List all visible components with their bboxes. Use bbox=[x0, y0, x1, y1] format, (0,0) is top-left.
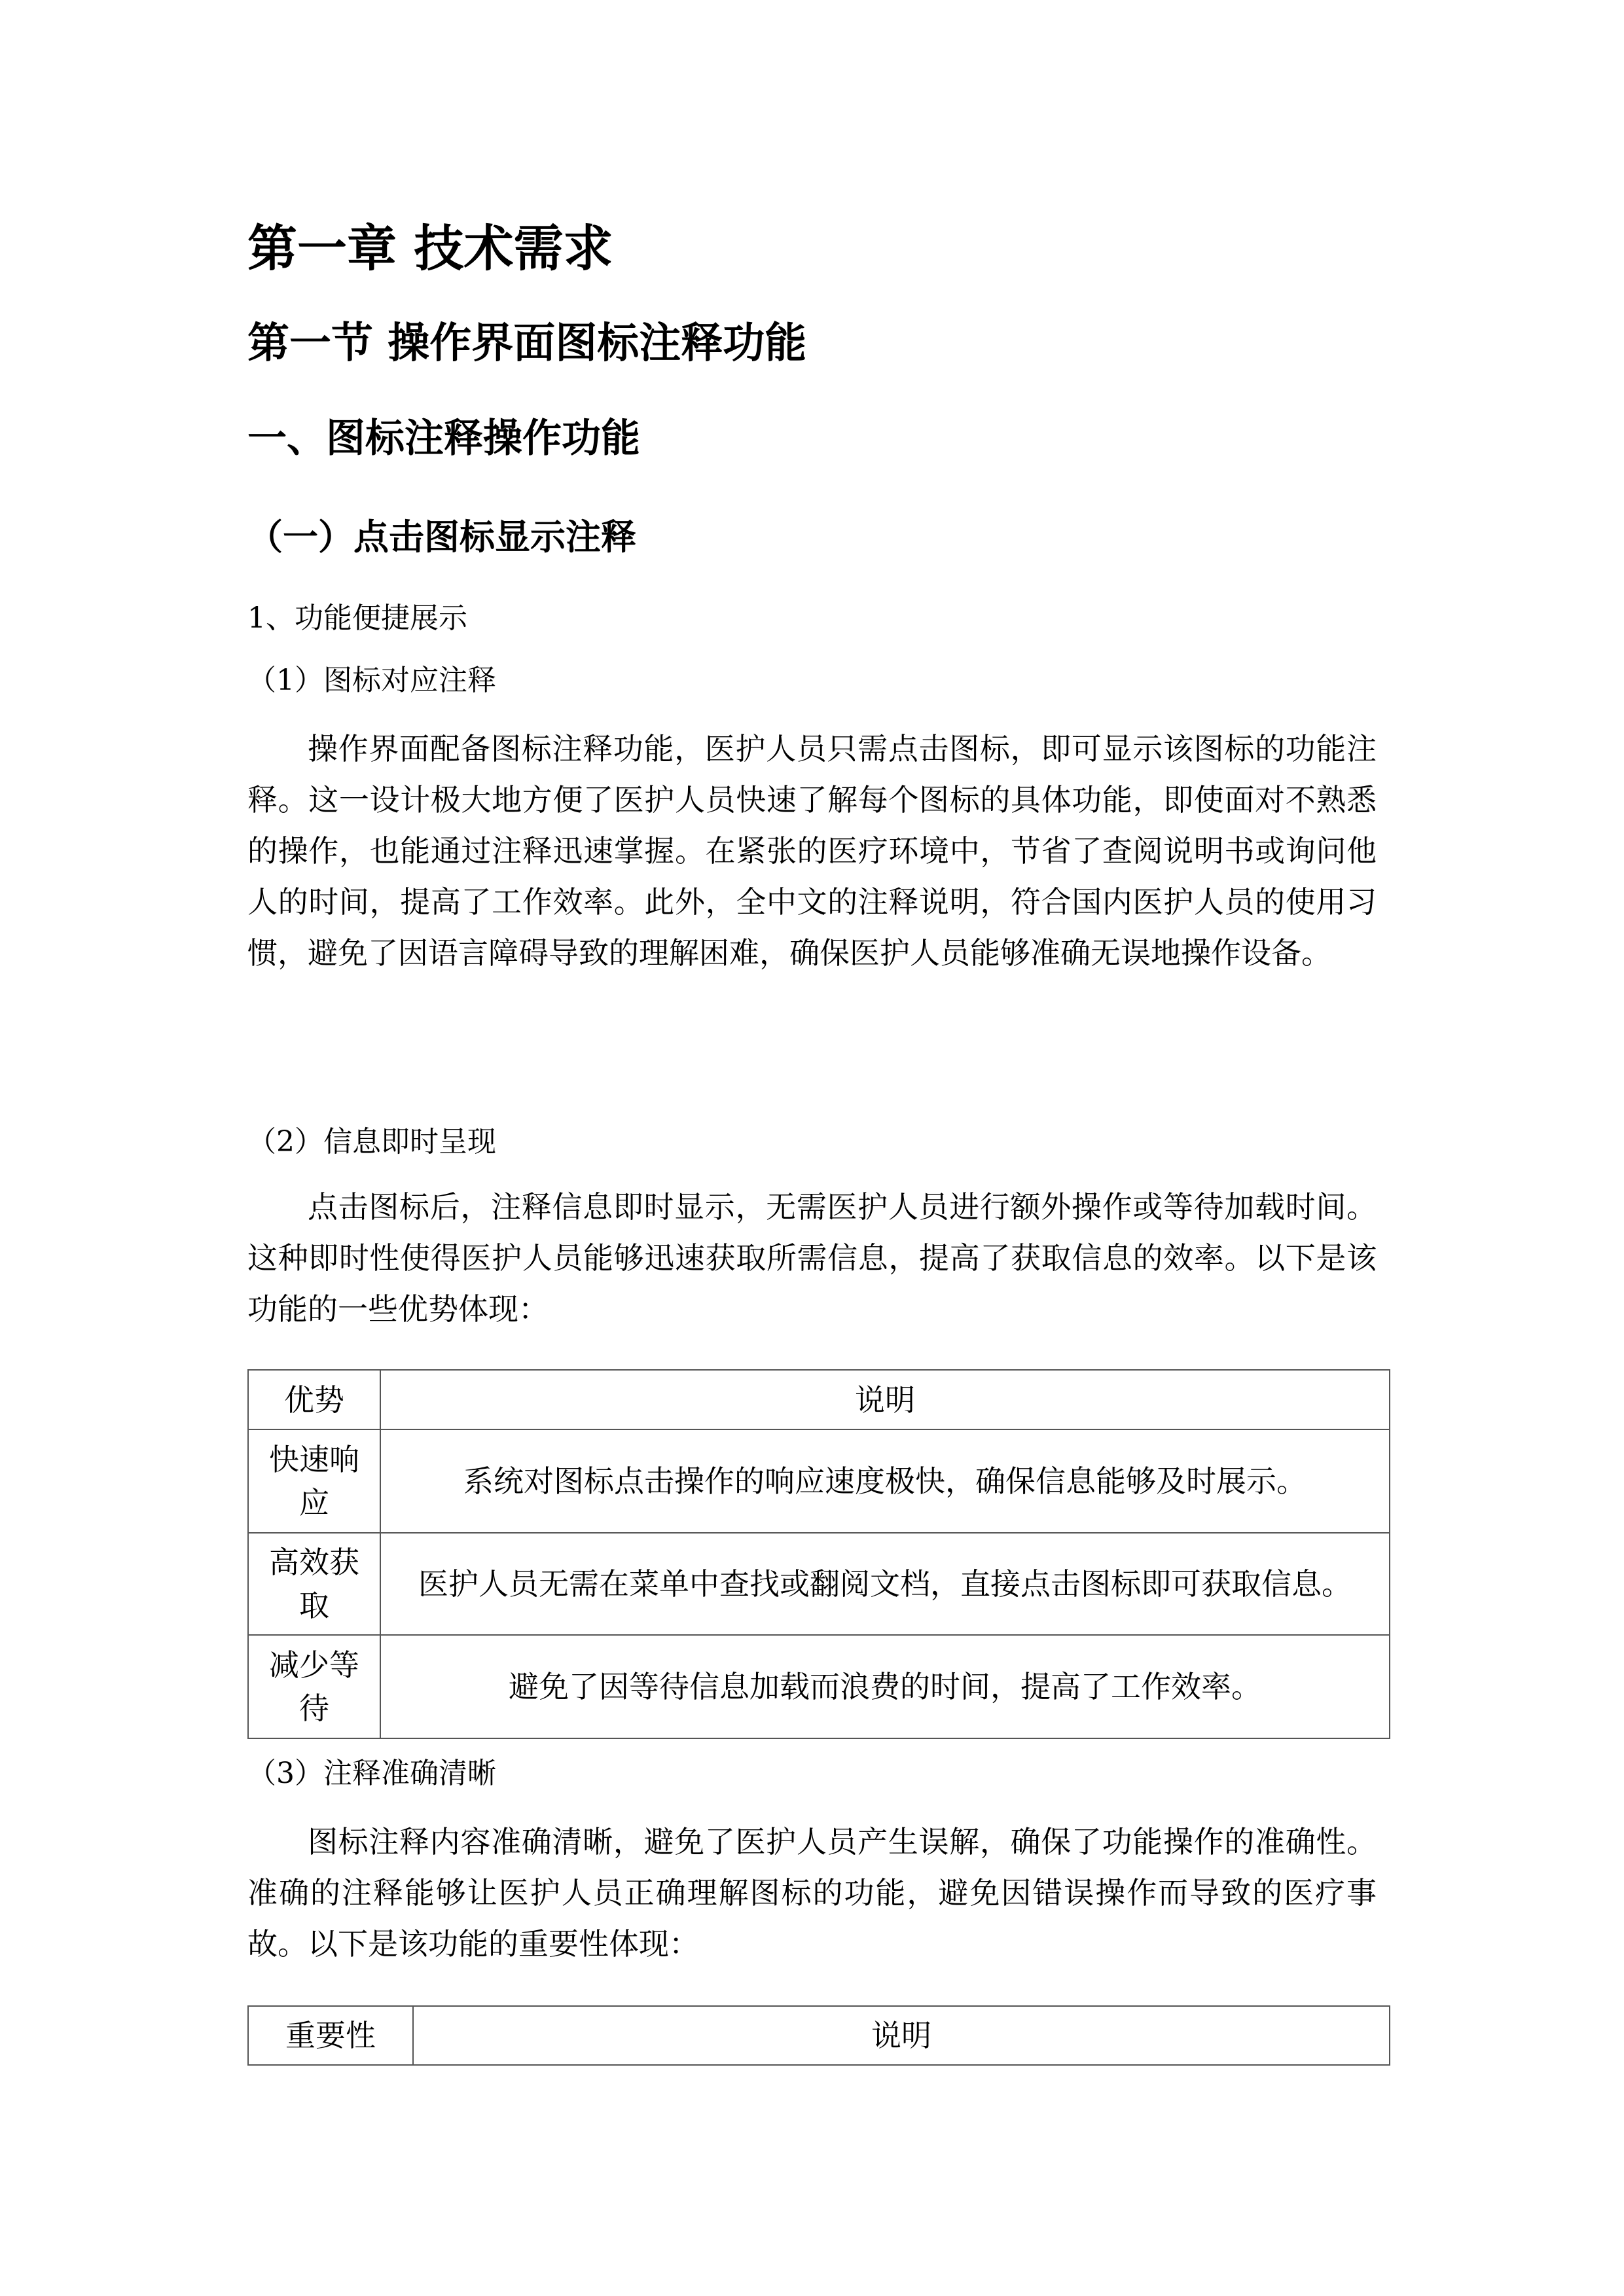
sub3-paragraph: 图标注释内容准确清晰，避免了医护人员产生误解，确保了功能操作的准确性。准确的注释能够让医护人员正确理解图标的功能，避免因错误操作而导致的医疗事故。以下是该功能的重要性体现： bbox=[247, 1824, 1377, 1962]
table-cell: 系统对图标点击操作的响应速度极快，确保信息能够及时展示。 bbox=[380, 1429, 1390, 1533]
advantages-table bbox=[247, 1369, 1390, 1739]
table-cell: 医护人员无需在菜单中查找或翻阅文档，直接点击图标即可获取信息。 bbox=[380, 1533, 1390, 1635]
table-header-cell: 说明 bbox=[413, 2006, 1390, 2065]
item-title: 1、功能便捷展示 bbox=[247, 601, 467, 635]
table-row bbox=[248, 1533, 1390, 1635]
table-header-cell: 说明 bbox=[380, 1370, 1390, 1429]
sub1-title: （1）图标对应注释 bbox=[247, 664, 496, 697]
section-title: 第一节 操作界面图标注释功能 bbox=[247, 319, 807, 368]
table-row bbox=[248, 1635, 1390, 1738]
part-title: 一、图标注释操作功能 bbox=[247, 416, 640, 461]
table-header-cell: 优势 bbox=[248, 1370, 380, 1429]
chapter-title: 第一章 技术需求 bbox=[247, 219, 613, 278]
table-cell: 减少等待 bbox=[248, 1635, 380, 1738]
table-header-row bbox=[248, 1370, 1390, 1429]
subpart-title: （一）点击图标显示注释 bbox=[247, 516, 636, 558]
table-cell: 避免了因等待信息加载而浪费的时间，提高了工作效率。 bbox=[380, 1635, 1390, 1738]
importance-table bbox=[247, 2005, 1390, 2066]
sub2-title: （2）信息即时呈现 bbox=[247, 1125, 496, 1158]
table-header-cell: 重要性 bbox=[248, 2006, 413, 2065]
table-header-row bbox=[248, 2006, 1390, 2065]
table-row bbox=[248, 1429, 1390, 1533]
table-cell: 高效获取 bbox=[248, 1533, 380, 1635]
sub1-paragraph: 操作界面配备图标注释功能，医护人员只需点击图标，即可显示该图标的功能注释。这一设计极大地方便了医护人员快速了解每个图标的具体功能，即使面对不熟悉的操作，也能通过注释迅速掌握。在紧张的医疗环境中，节省了查阅说明书或询问他人的时间，提高了工作效率。此外，全中文的注释说明，符合国内医护人员的使用习惯，避免了因语言障碍导致的理解困难，确保医护人员能够准确无误地操作设备。 bbox=[247, 731, 1377, 971]
sub3-title: （3）注释准确清晰 bbox=[247, 1757, 496, 1790]
sub2-paragraph: 点击图标后，注释信息即时显示，无需医护人员进行额外操作或等待加载时间。这种即时性使得医护人员能够迅速获取所需信息，提高了获取信息的效率。以下是该功能的一些优势体现： bbox=[247, 1189, 1377, 1327]
table-cell: 快速响应 bbox=[248, 1429, 380, 1533]
